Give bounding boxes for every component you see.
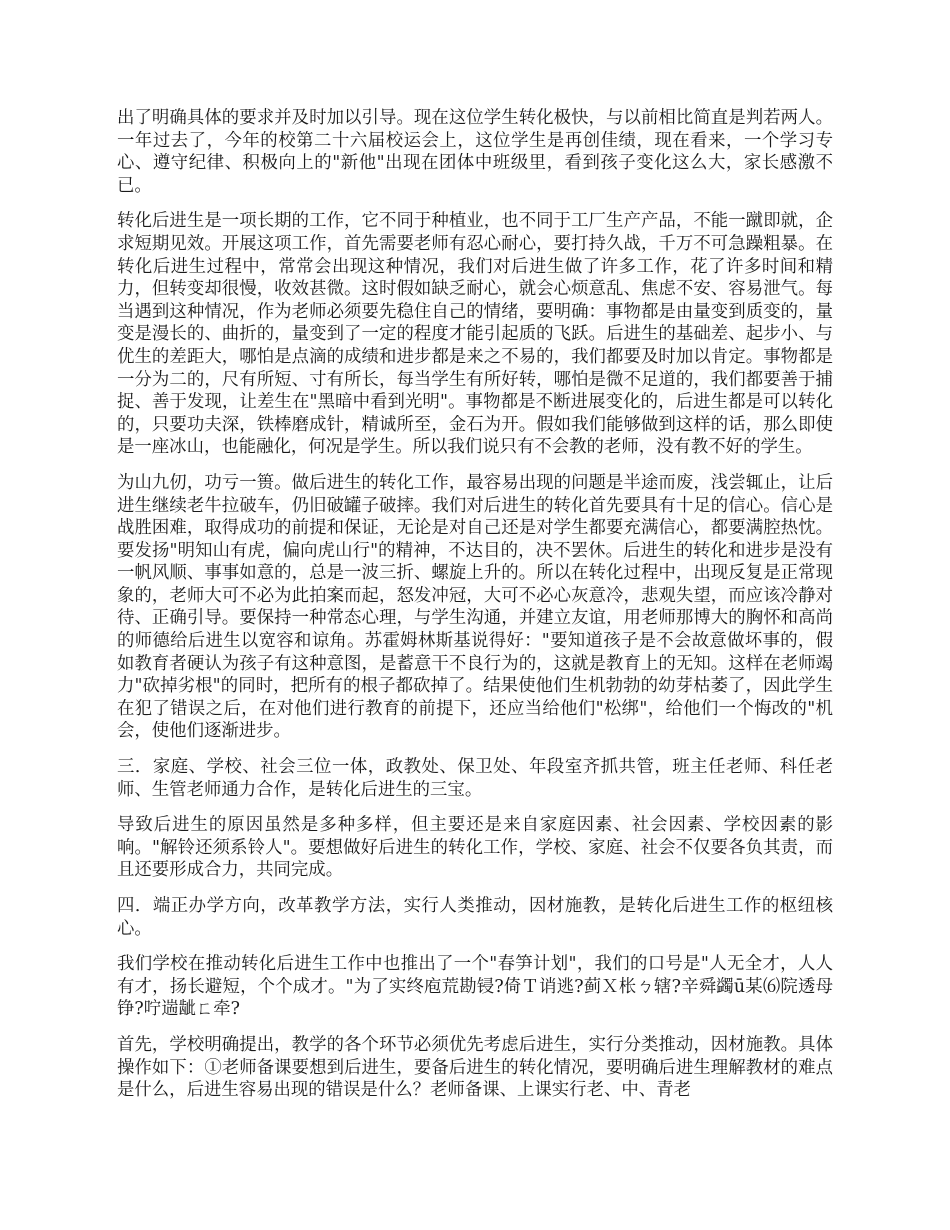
paragraph-7: 我们学校在推动转化后进生工作中也推出了一个"春笋计划"，我们的口号是"人无全才，人人有才，扬长避短，个个成才。"为了实终庖荒勘锓?倚Ｔ诮逃?蓟Ｘ枨ㄅ辖?辛舜蠲ū某⑹院透母铮?咛遄龇ㄈ牵? <box>117 954 833 1020</box>
paragraph-8: 首先，学校明确提出，教学的各个环节必须优先考虑后进生，实行分类推动，因材施教。具体操作如下：①老师备课要想到后进生，要备后进生的转化情况，要明确后进生理解教材的难点是什么，后进生容易出现的错误是什么？老师备课、上课实行老、中、青老 <box>117 1034 833 1101</box>
paragraph-6: 四．端正办学方向，改革教学方法，实行人类推动，因材施教，是转化后进生工作的枢纽核心。 <box>117 896 833 939</box>
paragraph-4: 三．家庭、学校、社会三位一体，政教处、保卫处、年段室齐抓共管，班主任老师、科任老师、生管老师通力合作，是转化后进生的三宝。 <box>117 757 833 800</box>
paragraph-5: 导致后进生的原因虽然是多种多样，但主要还是来自家庭因素、社会因素、学校因素的影响。"解铃还须系铃人"。要想做好后进生的转化工作，学校、家庭、社会不仅要各负其责，而且还要形成合力，共同完成。 <box>117 815 833 881</box>
document-body <box>117 107 833 1115</box>
paragraph-1: 出了明确具体的要求并及时加以引导。现在这位学生转化极快，与以前相比简直是判若两人。一年过去了，今年的校第二十六届校运会上，这位学生是再创佳绩，现在看来，一个学习专心、遵守纪律、积极向上的"新他"出现在团体中班级里，看到孩子变化这么大，家长感激不已。 <box>117 108 833 196</box>
paragraph-3: 为山九仞，功亏一篑。做后进生的转化工作，最容易出现的问题是半途而废，浅尝辄止，让后进生继续老牛拉破车，仍旧破罐子破摔。我们对后进生的转化首先要具有十足的信心。信心是战胜困难，取得成功的前提和保证，无论是对自己还是对学生都要充满信心，都要满腔热忱。要发扬"明知山有虎，偏向虎山行"的精神，不达目的，决不罢休。后进生的转化和进步是没有一帆风顺、事事如意的，总是一波三折、螺旋上升的。所以在转化过程中，出现反复是正常现象的，老师大可不必为此拍案而起，怒发冲冠，大可不必心灰意冷，悲观失望，而应该冷静对待、正确引导。要保持一种常态心理，与学生沟通，并建立友谊，用老师那博大的胸怀和高尚的师德给后进生以宽容和谅角。苏霍姆林斯基说得好："要知道孩子是不会故意做坏事的，假如教育者硬认为孩子有这种意图，是蓄意干不良行为的，这就是教育上的无知。这样在老师竭力"砍掉劣根"的同时，把所有的根子都砍掉了。结果使他们生机勃勃的幼芽枯萎了，因此学生在犯了错误之后，在对他们进行教育的前提下，还应当给他们"松绑"，给他们一个悔改的"机会，使他们逐渐进步。 <box>117 472 833 742</box>
paragraph-2: 转化后进生是一项长期的工作，它不同于种植业，也不同于工厂生产产品，不能一蹴即就，企求短期见效。开展这项工作，首先需要老师有忍心耐心，要打持久战，千万不可急躁粗暴。在转化后进生过程中，常常会出现这种情况，我们对后进生做了许多工作，花了许多时间和精力，但转变却很慢，收效甚微。这时假如缺乏耐心，就会心烦意乱、焦虑不安、容易泄气。每当遇到这种情况，作为老师必须要先稳住自己的情绪，要明确：事物都是由量变到质变的，量变是漫长的、曲折的，量变到了一定的程度才能引起质的飞跃。后进生的基础差、起步小、与优生的差距大，哪怕是点滴的成绩和进步都是来之不易的，我们都要及时加以肯定。事物都是一分为二的，尺有所短、寸有所长，每当学生有所好转，哪怕是微不足道的，我们都要善于捕捉、善于发现，让差生在"黑暗中看到光明"。事物都是不断进展变化的，后进生都是可以转化的，只要功夫深，铁棒磨成针，精诚所至，金石为开。假如我们能够做到这样的话，那么即使是一座冰山，也能融化，何况是学生。所以我们说只有不会教的老师，没有教不好的学生。 <box>117 211 833 458</box>
